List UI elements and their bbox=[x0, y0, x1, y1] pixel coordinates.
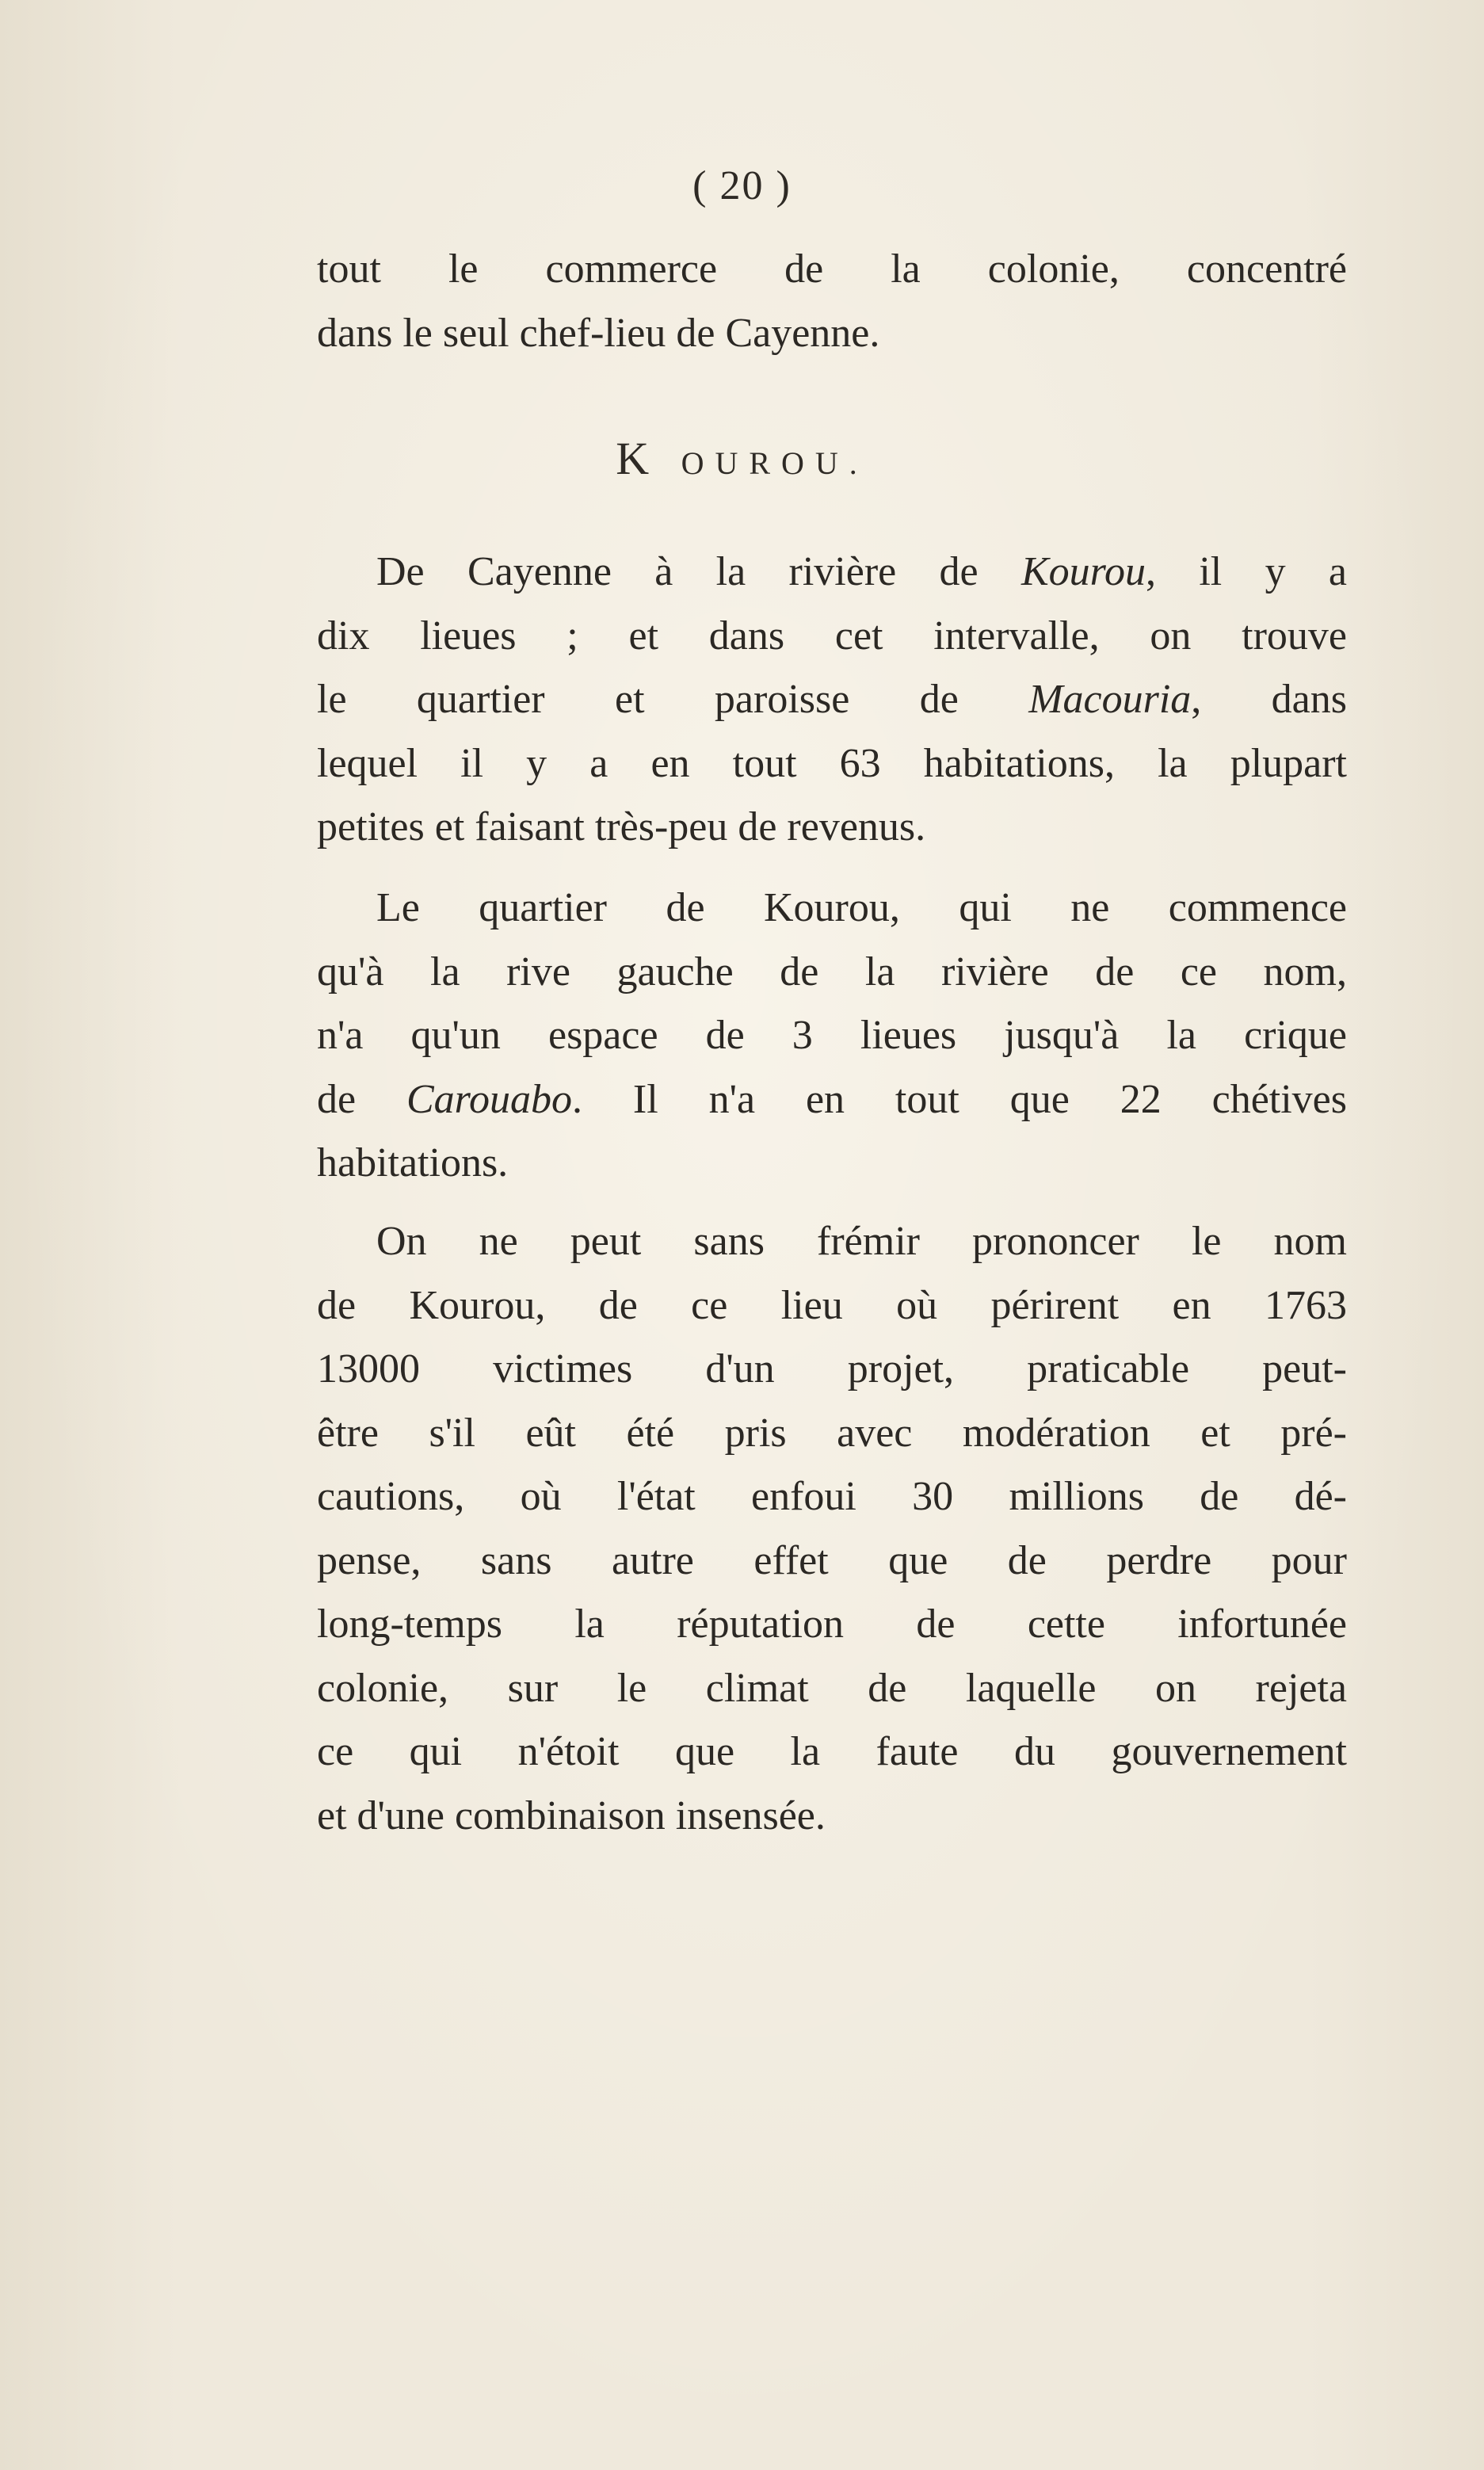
text-line: long-temps la réputation de cette infortunée bbox=[317, 1601, 1347, 1647]
text-line: le quartier et paroisse de Macouria, dans bbox=[317, 677, 1347, 722]
section-heading bbox=[0, 432, 1484, 485]
text-line: tout le commerce de la colonie, concentré bbox=[317, 246, 1347, 292]
text-line: et d'une combinaison insensée. bbox=[317, 1792, 826, 1838]
page-number: ( 20 ) bbox=[692, 163, 792, 208]
text-line: dix lieues ; et dans cet intervalle, on trouve bbox=[317, 613, 1347, 659]
text-line: n'a qu'un espace de 3 lieues jusqu'à la crique bbox=[317, 1013, 1347, 1058]
continuation-text bbox=[317, 238, 1347, 365]
text-line: de Kourou, de ce lieu où périrent en 1763 bbox=[317, 1282, 1347, 1328]
text-line: lequel il y a en tout 63 habitations, la plupart bbox=[317, 740, 1347, 786]
text-line: Le quartier de Kourou, qui ne commence bbox=[376, 885, 1347, 930]
heading-rest: OUROU. bbox=[681, 445, 868, 481]
text-line: habitations. bbox=[317, 1140, 509, 1185]
text-line: colonie, sur le climat de laquelle on rejeta bbox=[317, 1665, 1347, 1711]
heading-initial: K bbox=[616, 433, 661, 484]
text-line: de Carouabo. Il n'a en tout que 22 chétives bbox=[317, 1076, 1347, 1122]
text-line: dans le seul chef-lieu de Cayenne. bbox=[317, 310, 880, 356]
text-line: pense, sans autre effet que de perdre pour bbox=[317, 1537, 1347, 1583]
paragraph-2 bbox=[317, 876, 1347, 1196]
text-line: qu'à la rive gauche de la rivière de ce nom, bbox=[317, 949, 1347, 994]
text-line: cautions, où l'état enfoui 30 millions de dé- bbox=[317, 1474, 1347, 1519]
paragraph-3 bbox=[317, 1210, 1347, 1848]
text-line: On ne peut sans frémir prononcer le nom bbox=[376, 1219, 1347, 1264]
text-line: De Cayenne à la rivière de Kourou, il y a bbox=[376, 549, 1347, 594]
paragraph-1 bbox=[317, 540, 1347, 860]
text-line: petites et faisant très-peu de revenus. bbox=[317, 804, 926, 849]
text-line: 13000 victimes d'un projet, praticable peut- bbox=[317, 1346, 1347, 1392]
text-line: être s'il eût été pris avec modération et pré- bbox=[317, 1410, 1347, 1456]
text-line: ce qui n'étoit que la faute du gouvernement bbox=[317, 1729, 1347, 1774]
